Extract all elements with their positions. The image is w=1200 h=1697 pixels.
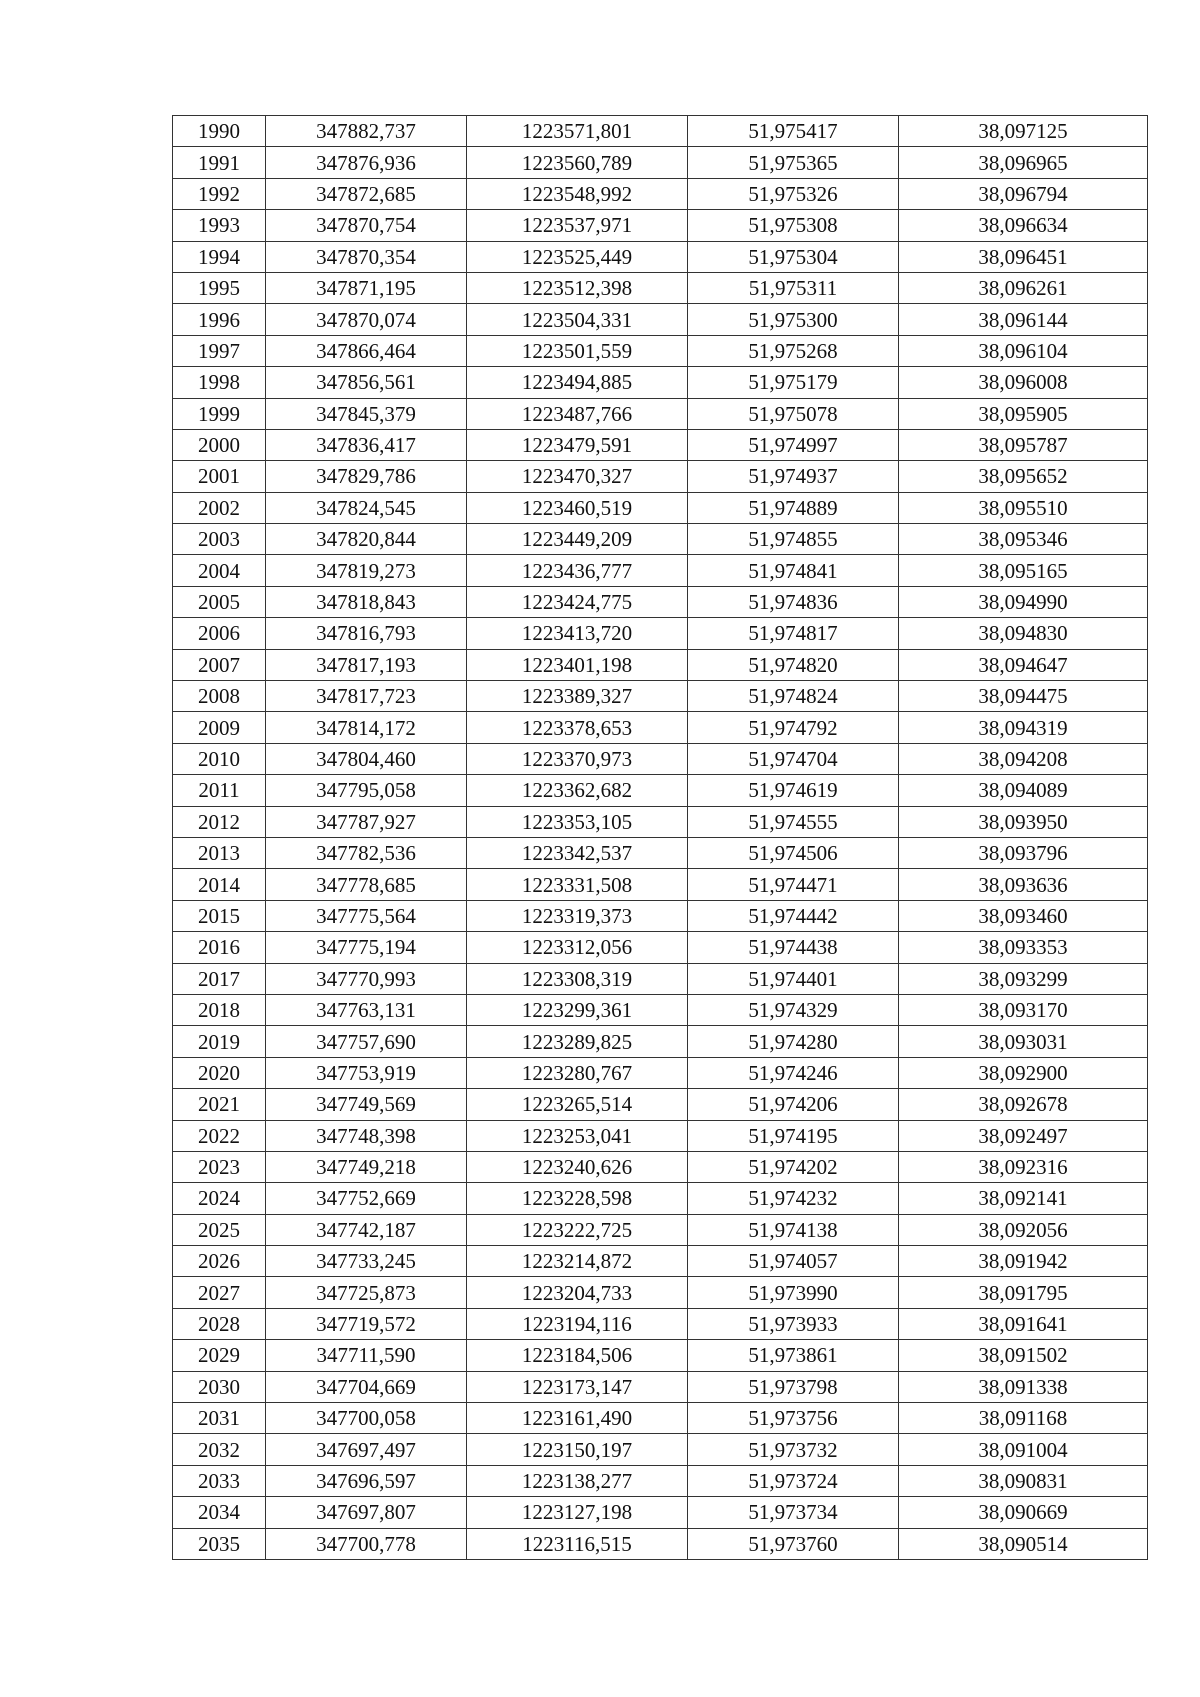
y-coordinate-cell: 1223537,971 bbox=[467, 210, 688, 241]
x-coordinate-cell: 347814,172 bbox=[266, 712, 467, 743]
latitude-cell: 51,975300 bbox=[688, 304, 899, 335]
longitude-cell: 38,096794 bbox=[899, 178, 1148, 209]
year-cell: 2008 bbox=[173, 681, 266, 712]
year-cell: 2014 bbox=[173, 869, 266, 900]
y-coordinate-cell: 1223222,725 bbox=[467, 1214, 688, 1245]
y-coordinate-cell: 1223319,373 bbox=[467, 900, 688, 931]
table-row bbox=[173, 1026, 1148, 1057]
year-cell: 2004 bbox=[173, 555, 266, 586]
year-cell: 2009 bbox=[173, 712, 266, 743]
y-coordinate-cell: 1223150,197 bbox=[467, 1434, 688, 1465]
latitude-cell: 51,975078 bbox=[688, 398, 899, 429]
latitude-cell: 51,974704 bbox=[688, 743, 899, 774]
year-cell: 1998 bbox=[173, 367, 266, 398]
table-row bbox=[173, 1403, 1148, 1434]
longitude-cell: 38,095787 bbox=[899, 429, 1148, 460]
year-cell: 1993 bbox=[173, 210, 266, 241]
latitude-cell: 51,974057 bbox=[688, 1246, 899, 1277]
y-coordinate-cell: 1223240,626 bbox=[467, 1151, 688, 1182]
x-coordinate-cell: 347816,793 bbox=[266, 618, 467, 649]
latitude-cell: 51,974438 bbox=[688, 932, 899, 963]
x-coordinate-cell: 347748,398 bbox=[266, 1120, 467, 1151]
y-coordinate-cell: 1223494,885 bbox=[467, 367, 688, 398]
longitude-cell: 38,094208 bbox=[899, 743, 1148, 774]
y-coordinate-cell: 1223161,490 bbox=[467, 1403, 688, 1434]
latitude-cell: 51,973933 bbox=[688, 1308, 899, 1339]
latitude-cell: 51,973734 bbox=[688, 1497, 899, 1528]
year-cell: 2007 bbox=[173, 649, 266, 680]
x-coordinate-cell: 347752,669 bbox=[266, 1183, 467, 1214]
table-row bbox=[173, 1246, 1148, 1277]
year-cell: 2020 bbox=[173, 1057, 266, 1088]
latitude-cell: 51,974792 bbox=[688, 712, 899, 743]
x-coordinate-cell: 347725,873 bbox=[266, 1277, 467, 1308]
y-coordinate-cell: 1223571,801 bbox=[467, 116, 688, 147]
latitude-cell: 51,975311 bbox=[688, 272, 899, 303]
latitude-cell: 51,973990 bbox=[688, 1277, 899, 1308]
x-coordinate-cell: 347882,737 bbox=[266, 116, 467, 147]
year-cell: 2005 bbox=[173, 586, 266, 617]
longitude-cell: 38,096965 bbox=[899, 147, 1148, 178]
x-coordinate-cell: 347753,919 bbox=[266, 1057, 467, 1088]
year-cell: 2016 bbox=[173, 932, 266, 963]
table-row bbox=[173, 210, 1148, 241]
year-cell: 1999 bbox=[173, 398, 266, 429]
table-row bbox=[173, 241, 1148, 272]
year-cell: 2033 bbox=[173, 1465, 266, 1496]
y-coordinate-cell: 1223525,449 bbox=[467, 241, 688, 272]
table-row bbox=[173, 1277, 1148, 1308]
table-body bbox=[173, 116, 1148, 1560]
year-cell: 2035 bbox=[173, 1528, 266, 1559]
table-row bbox=[173, 712, 1148, 743]
y-coordinate-cell: 1223424,775 bbox=[467, 586, 688, 617]
year-cell: 1994 bbox=[173, 241, 266, 272]
y-coordinate-cell: 1223138,277 bbox=[467, 1465, 688, 1496]
table-row bbox=[173, 1183, 1148, 1214]
longitude-cell: 38,095165 bbox=[899, 555, 1148, 586]
table-row bbox=[173, 963, 1148, 994]
year-cell: 2026 bbox=[173, 1246, 266, 1277]
year-cell: 2018 bbox=[173, 994, 266, 1025]
x-coordinate-cell: 347775,194 bbox=[266, 932, 467, 963]
latitude-cell: 51,973760 bbox=[688, 1528, 899, 1559]
latitude-cell: 51,974555 bbox=[688, 806, 899, 837]
longitude-cell: 38,093796 bbox=[899, 837, 1148, 868]
x-coordinate-cell: 347700,058 bbox=[266, 1403, 467, 1434]
x-coordinate-cell: 347845,379 bbox=[266, 398, 467, 429]
y-coordinate-cell: 1223228,598 bbox=[467, 1183, 688, 1214]
table-row bbox=[173, 1089, 1148, 1120]
y-coordinate-cell: 1223214,872 bbox=[467, 1246, 688, 1277]
y-coordinate-cell: 1223353,105 bbox=[467, 806, 688, 837]
y-coordinate-cell: 1223470,327 bbox=[467, 461, 688, 492]
latitude-cell: 51,974817 bbox=[688, 618, 899, 649]
longitude-cell: 38,093170 bbox=[899, 994, 1148, 1025]
x-coordinate-cell: 347870,754 bbox=[266, 210, 467, 241]
y-coordinate-cell: 1223204,733 bbox=[467, 1277, 688, 1308]
year-cell: 1990 bbox=[173, 116, 266, 147]
longitude-cell: 38,097125 bbox=[899, 116, 1148, 147]
table-row bbox=[173, 681, 1148, 712]
y-coordinate-cell: 1223362,682 bbox=[467, 775, 688, 806]
longitude-cell: 38,093950 bbox=[899, 806, 1148, 837]
year-cell: 2017 bbox=[173, 963, 266, 994]
year-cell: 2001 bbox=[173, 461, 266, 492]
table-row bbox=[173, 1497, 1148, 1528]
latitude-cell: 51,974401 bbox=[688, 963, 899, 994]
x-coordinate-cell: 347787,927 bbox=[266, 806, 467, 837]
x-coordinate-cell: 347871,195 bbox=[266, 272, 467, 303]
latitude-cell: 51,974195 bbox=[688, 1120, 899, 1151]
y-coordinate-cell: 1223184,506 bbox=[467, 1340, 688, 1371]
y-coordinate-cell: 1223504,331 bbox=[467, 304, 688, 335]
year-cell: 1995 bbox=[173, 272, 266, 303]
longitude-cell: 38,093299 bbox=[899, 963, 1148, 994]
y-coordinate-cell: 1223194,116 bbox=[467, 1308, 688, 1339]
y-coordinate-cell: 1223487,766 bbox=[467, 398, 688, 429]
y-coordinate-cell: 1223289,825 bbox=[467, 1026, 688, 1057]
table-row bbox=[173, 116, 1148, 147]
year-cell: 2010 bbox=[173, 743, 266, 774]
year-cell: 2003 bbox=[173, 524, 266, 555]
x-coordinate-cell: 347778,685 bbox=[266, 869, 467, 900]
table-row bbox=[173, 1214, 1148, 1245]
year-cell: 2000 bbox=[173, 429, 266, 460]
x-coordinate-cell: 347817,723 bbox=[266, 681, 467, 712]
longitude-cell: 38,091338 bbox=[899, 1371, 1148, 1402]
year-cell: 2034 bbox=[173, 1497, 266, 1528]
latitude-cell: 51,974206 bbox=[688, 1089, 899, 1120]
year-cell: 2024 bbox=[173, 1183, 266, 1214]
y-coordinate-cell: 1223280,767 bbox=[467, 1057, 688, 1088]
latitude-cell: 51,974889 bbox=[688, 492, 899, 523]
y-coordinate-cell: 1223389,327 bbox=[467, 681, 688, 712]
table-row bbox=[173, 743, 1148, 774]
year-cell: 2030 bbox=[173, 1371, 266, 1402]
longitude-cell: 38,096104 bbox=[899, 335, 1148, 366]
table-row bbox=[173, 1371, 1148, 1402]
table-row bbox=[173, 994, 1148, 1025]
latitude-cell: 51,974506 bbox=[688, 837, 899, 868]
latitude-cell: 51,975417 bbox=[688, 116, 899, 147]
longitude-cell: 38,095652 bbox=[899, 461, 1148, 492]
latitude-cell: 51,975268 bbox=[688, 335, 899, 366]
y-coordinate-cell: 1223127,198 bbox=[467, 1497, 688, 1528]
x-coordinate-cell: 347819,273 bbox=[266, 555, 467, 586]
table-row bbox=[173, 367, 1148, 398]
latitude-cell: 51,974246 bbox=[688, 1057, 899, 1088]
x-coordinate-cell: 347704,669 bbox=[266, 1371, 467, 1402]
table-row bbox=[173, 806, 1148, 837]
y-coordinate-cell: 1223378,653 bbox=[467, 712, 688, 743]
table-row bbox=[173, 304, 1148, 335]
latitude-cell: 51,974937 bbox=[688, 461, 899, 492]
x-coordinate-cell: 347733,245 bbox=[266, 1246, 467, 1277]
x-coordinate-cell: 347697,807 bbox=[266, 1497, 467, 1528]
x-coordinate-cell: 347742,187 bbox=[266, 1214, 467, 1245]
latitude-cell: 51,975326 bbox=[688, 178, 899, 209]
table-row bbox=[173, 492, 1148, 523]
x-coordinate-cell: 347700,778 bbox=[266, 1528, 467, 1559]
longitude-cell: 38,090669 bbox=[899, 1497, 1148, 1528]
x-coordinate-cell: 347876,936 bbox=[266, 147, 467, 178]
y-coordinate-cell: 1223116,515 bbox=[467, 1528, 688, 1559]
y-coordinate-cell: 1223449,209 bbox=[467, 524, 688, 555]
x-coordinate-cell: 347697,497 bbox=[266, 1434, 467, 1465]
y-coordinate-cell: 1223342,537 bbox=[467, 837, 688, 868]
year-cell: 2022 bbox=[173, 1120, 266, 1151]
longitude-cell: 38,091502 bbox=[899, 1340, 1148, 1371]
longitude-cell: 38,095346 bbox=[899, 524, 1148, 555]
table-row bbox=[173, 147, 1148, 178]
table-row bbox=[173, 1120, 1148, 1151]
latitude-cell: 51,974329 bbox=[688, 994, 899, 1025]
x-coordinate-cell: 347763,131 bbox=[266, 994, 467, 1025]
longitude-cell: 38,093636 bbox=[899, 869, 1148, 900]
x-coordinate-cell: 347757,690 bbox=[266, 1026, 467, 1057]
longitude-cell: 38,092497 bbox=[899, 1120, 1148, 1151]
x-coordinate-cell: 347872,685 bbox=[266, 178, 467, 209]
y-coordinate-cell: 1223501,559 bbox=[467, 335, 688, 366]
latitude-cell: 51,974280 bbox=[688, 1026, 899, 1057]
latitude-cell: 51,974202 bbox=[688, 1151, 899, 1182]
longitude-cell: 38,092316 bbox=[899, 1151, 1148, 1182]
longitude-cell: 38,092056 bbox=[899, 1214, 1148, 1245]
longitude-cell: 38,096008 bbox=[899, 367, 1148, 398]
year-cell: 2012 bbox=[173, 806, 266, 837]
latitude-cell: 51,973732 bbox=[688, 1434, 899, 1465]
table-row bbox=[173, 1465, 1148, 1496]
y-coordinate-cell: 1223299,361 bbox=[467, 994, 688, 1025]
latitude-cell: 51,973861 bbox=[688, 1340, 899, 1371]
coordinates-table bbox=[172, 115, 1148, 1560]
table-row bbox=[173, 461, 1148, 492]
longitude-cell: 38,095905 bbox=[899, 398, 1148, 429]
y-coordinate-cell: 1223479,591 bbox=[467, 429, 688, 460]
year-cell: 1992 bbox=[173, 178, 266, 209]
y-coordinate-cell: 1223436,777 bbox=[467, 555, 688, 586]
longitude-cell: 38,094990 bbox=[899, 586, 1148, 617]
x-coordinate-cell: 347824,545 bbox=[266, 492, 467, 523]
year-cell: 2023 bbox=[173, 1151, 266, 1182]
x-coordinate-cell: 347866,464 bbox=[266, 335, 467, 366]
latitude-cell: 51,974138 bbox=[688, 1214, 899, 1245]
table-row bbox=[173, 586, 1148, 617]
year-cell: 2011 bbox=[173, 775, 266, 806]
latitude-cell: 51,975304 bbox=[688, 241, 899, 272]
latitude-cell: 51,974824 bbox=[688, 681, 899, 712]
y-coordinate-cell: 1223312,056 bbox=[467, 932, 688, 963]
longitude-cell: 38,094319 bbox=[899, 712, 1148, 743]
longitude-cell: 38,092678 bbox=[899, 1089, 1148, 1120]
y-coordinate-cell: 1223401,198 bbox=[467, 649, 688, 680]
latitude-cell: 51,974855 bbox=[688, 524, 899, 555]
year-cell: 2019 bbox=[173, 1026, 266, 1057]
table-row bbox=[173, 555, 1148, 586]
year-cell: 2028 bbox=[173, 1308, 266, 1339]
longitude-cell: 38,091795 bbox=[899, 1277, 1148, 1308]
year-cell: 2029 bbox=[173, 1340, 266, 1371]
longitude-cell: 38,090514 bbox=[899, 1528, 1148, 1559]
longitude-cell: 38,096261 bbox=[899, 272, 1148, 303]
x-coordinate-cell: 347870,074 bbox=[266, 304, 467, 335]
latitude-cell: 51,974997 bbox=[688, 429, 899, 460]
latitude-cell: 51,974442 bbox=[688, 900, 899, 931]
longitude-cell: 38,096634 bbox=[899, 210, 1148, 241]
x-coordinate-cell: 347804,460 bbox=[266, 743, 467, 774]
latitude-cell: 51,974841 bbox=[688, 555, 899, 586]
year-cell: 2027 bbox=[173, 1277, 266, 1308]
x-coordinate-cell: 347770,993 bbox=[266, 963, 467, 994]
table-row bbox=[173, 837, 1148, 868]
x-coordinate-cell: 347795,058 bbox=[266, 775, 467, 806]
longitude-cell: 38,094647 bbox=[899, 649, 1148, 680]
longitude-cell: 38,091004 bbox=[899, 1434, 1148, 1465]
table-row bbox=[173, 932, 1148, 963]
y-coordinate-cell: 1223512,398 bbox=[467, 272, 688, 303]
x-coordinate-cell: 347749,218 bbox=[266, 1151, 467, 1182]
x-coordinate-cell: 347696,597 bbox=[266, 1465, 467, 1496]
longitude-cell: 38,094830 bbox=[899, 618, 1148, 649]
table-row bbox=[173, 869, 1148, 900]
y-coordinate-cell: 1223331,508 bbox=[467, 869, 688, 900]
latitude-cell: 51,974820 bbox=[688, 649, 899, 680]
table-row bbox=[173, 1057, 1148, 1088]
table-row bbox=[173, 1528, 1148, 1559]
x-coordinate-cell: 347856,561 bbox=[266, 367, 467, 398]
table-row bbox=[173, 524, 1148, 555]
year-cell: 1997 bbox=[173, 335, 266, 366]
longitude-cell: 38,093031 bbox=[899, 1026, 1148, 1057]
latitude-cell: 51,974619 bbox=[688, 775, 899, 806]
longitude-cell: 38,096144 bbox=[899, 304, 1148, 335]
y-coordinate-cell: 1223370,973 bbox=[467, 743, 688, 774]
x-coordinate-cell: 347711,590 bbox=[266, 1340, 467, 1371]
y-coordinate-cell: 1223413,720 bbox=[467, 618, 688, 649]
x-coordinate-cell: 347829,786 bbox=[266, 461, 467, 492]
y-coordinate-cell: 1223253,041 bbox=[467, 1120, 688, 1151]
longitude-cell: 38,095510 bbox=[899, 492, 1148, 523]
year-cell: 1991 bbox=[173, 147, 266, 178]
x-coordinate-cell: 347870,354 bbox=[266, 241, 467, 272]
latitude-cell: 51,975179 bbox=[688, 367, 899, 398]
year-cell: 2025 bbox=[173, 1214, 266, 1245]
longitude-cell: 38,094475 bbox=[899, 681, 1148, 712]
table-row bbox=[173, 398, 1148, 429]
longitude-cell: 38,090831 bbox=[899, 1465, 1148, 1496]
y-coordinate-cell: 1223173,147 bbox=[467, 1371, 688, 1402]
x-coordinate-cell: 347820,844 bbox=[266, 524, 467, 555]
table-row bbox=[173, 1308, 1148, 1339]
longitude-cell: 38,091641 bbox=[899, 1308, 1148, 1339]
x-coordinate-cell: 347775,564 bbox=[266, 900, 467, 931]
x-coordinate-cell: 347749,569 bbox=[266, 1089, 467, 1120]
y-coordinate-cell: 1223548,992 bbox=[467, 178, 688, 209]
year-cell: 2002 bbox=[173, 492, 266, 523]
year-cell: 2006 bbox=[173, 618, 266, 649]
latitude-cell: 51,974232 bbox=[688, 1183, 899, 1214]
latitude-cell: 51,975365 bbox=[688, 147, 899, 178]
year-cell: 1996 bbox=[173, 304, 266, 335]
year-cell: 2032 bbox=[173, 1434, 266, 1465]
longitude-cell: 38,096451 bbox=[899, 241, 1148, 272]
longitude-cell: 38,091168 bbox=[899, 1403, 1148, 1434]
year-cell: 2021 bbox=[173, 1089, 266, 1120]
year-cell: 2015 bbox=[173, 900, 266, 931]
year-cell: 2013 bbox=[173, 837, 266, 868]
latitude-cell: 51,973798 bbox=[688, 1371, 899, 1402]
table-row bbox=[173, 178, 1148, 209]
latitude-cell: 51,974471 bbox=[688, 869, 899, 900]
longitude-cell: 38,091942 bbox=[899, 1246, 1148, 1277]
x-coordinate-cell: 347818,843 bbox=[266, 586, 467, 617]
x-coordinate-cell: 347836,417 bbox=[266, 429, 467, 460]
longitude-cell: 38,092900 bbox=[899, 1057, 1148, 1088]
table-row bbox=[173, 1340, 1148, 1371]
longitude-cell: 38,092141 bbox=[899, 1183, 1148, 1214]
y-coordinate-cell: 1223460,519 bbox=[467, 492, 688, 523]
longitude-cell: 38,093353 bbox=[899, 932, 1148, 963]
y-coordinate-cell: 1223265,514 bbox=[467, 1089, 688, 1120]
year-cell: 2031 bbox=[173, 1403, 266, 1434]
table-row bbox=[173, 649, 1148, 680]
table-row bbox=[173, 900, 1148, 931]
y-coordinate-cell: 1223560,789 bbox=[467, 147, 688, 178]
x-coordinate-cell: 347817,193 bbox=[266, 649, 467, 680]
table-row bbox=[173, 335, 1148, 366]
longitude-cell: 38,093460 bbox=[899, 900, 1148, 931]
latitude-cell: 51,973756 bbox=[688, 1403, 899, 1434]
y-coordinate-cell: 1223308,319 bbox=[467, 963, 688, 994]
table-row bbox=[173, 272, 1148, 303]
table-row bbox=[173, 775, 1148, 806]
latitude-cell: 51,973724 bbox=[688, 1465, 899, 1496]
x-coordinate-cell: 347782,536 bbox=[266, 837, 467, 868]
latitude-cell: 51,974836 bbox=[688, 586, 899, 617]
table-row bbox=[173, 1434, 1148, 1465]
latitude-cell: 51,975308 bbox=[688, 210, 899, 241]
table-row bbox=[173, 1151, 1148, 1182]
table-row bbox=[173, 429, 1148, 460]
longitude-cell: 38,094089 bbox=[899, 775, 1148, 806]
x-coordinate-cell: 347719,572 bbox=[266, 1308, 467, 1339]
table-row bbox=[173, 618, 1148, 649]
